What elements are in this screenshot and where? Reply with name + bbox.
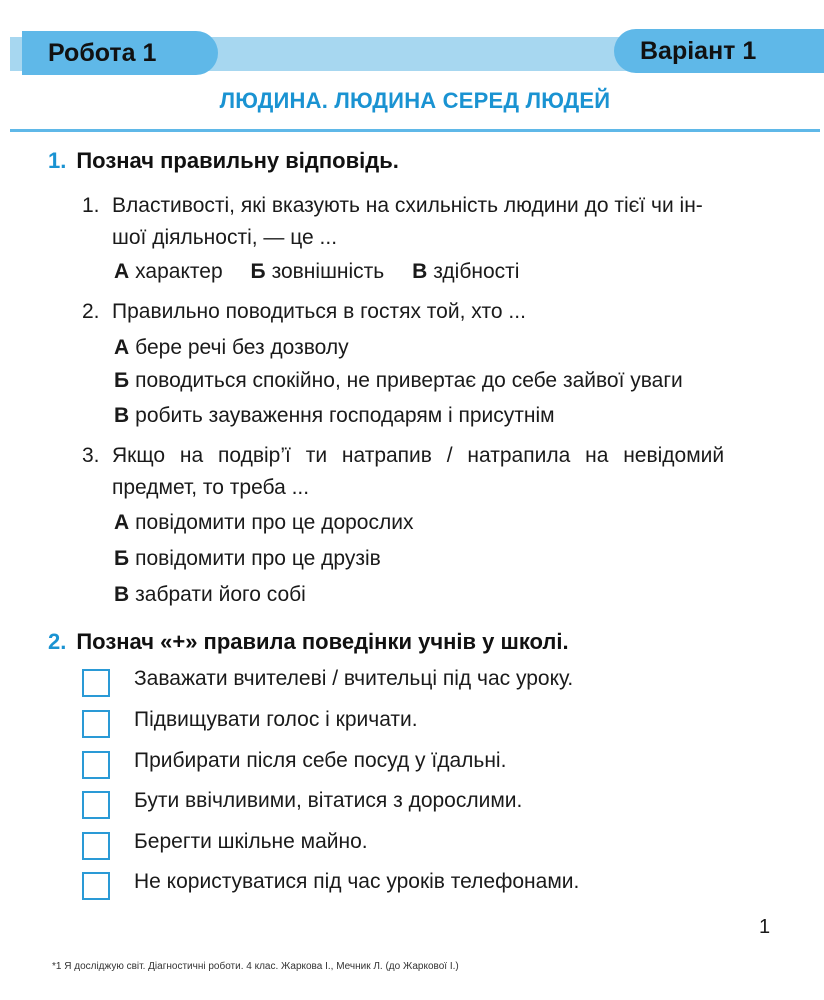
topic-title bbox=[0, 88, 824, 114]
q1-option-b-letter: Б bbox=[250, 260, 266, 283]
question-3 bbox=[82, 440, 772, 504]
q3-option-c: забрати його собі bbox=[135, 583, 306, 606]
question-1-line1: Властивості, які вказують на схильність людини до тієї чи ін- bbox=[112, 194, 703, 217]
task1-number: 1. bbox=[48, 148, 67, 173]
topic-text: ЛЮДИНА. ЛЮДИНА СЕРЕД ЛЮДЕЙ bbox=[219, 88, 611, 113]
checkbox[interactable] bbox=[82, 710, 110, 738]
checkbox[interactable] bbox=[82, 832, 110, 860]
q3-option-b-row[interactable] bbox=[114, 547, 381, 571]
q2-option-b-row[interactable] bbox=[114, 369, 683, 393]
q3-option-a: повідомити про це дорослих bbox=[135, 511, 414, 534]
checkbox[interactable] bbox=[82, 751, 110, 779]
question-1-options bbox=[114, 260, 519, 284]
checklist-item-label: Берегти шкільне майно. bbox=[134, 830, 368, 853]
checkbox[interactable] bbox=[82, 669, 110, 697]
q2-option-a-row[interactable] bbox=[114, 336, 349, 360]
q2-option-b-letter: Б bbox=[114, 369, 130, 392]
question-3-number: 3. bbox=[82, 444, 100, 467]
q3-option-c-row[interactable] bbox=[114, 583, 306, 607]
checklist-item-label: Підвищувати голос і кричати. bbox=[134, 708, 418, 731]
checkbox[interactable] bbox=[82, 791, 110, 819]
question-3-line2: предмет, то треба ... bbox=[112, 476, 310, 499]
header-divider bbox=[10, 129, 820, 132]
checklist-item-label: Бути ввічливими, вітатися з дорослими. bbox=[134, 789, 523, 812]
q2-option-a: бере речі без дозволу bbox=[135, 336, 349, 359]
q3-option-b: повідомити про це друзів bbox=[135, 547, 381, 570]
question-2 bbox=[82, 296, 772, 328]
q1-option-b[interactable]: зовнішність bbox=[271, 260, 385, 283]
task2-title: Познач «+» правила поведінки учнів у школі. bbox=[76, 629, 569, 654]
q3-option-a-row[interactable] bbox=[114, 511, 413, 535]
q2-option-c-letter: В bbox=[114, 404, 130, 427]
q3-option-a-letter: А bbox=[114, 511, 130, 534]
q1-option-a[interactable]: характер bbox=[135, 260, 223, 283]
checklist-item-label: Не користуватися під час уроків телефонами. bbox=[134, 870, 580, 893]
question-1-line2: шої діяльності, — це ... bbox=[112, 226, 338, 249]
checklist-item-label: Заважати вчителеві / вчительці під час уроку. bbox=[134, 667, 574, 690]
variant-label: Варіант 1 bbox=[614, 29, 824, 73]
page-number: 1 bbox=[759, 916, 771, 938]
question-2-number: 2. bbox=[82, 300, 100, 323]
q3-option-c-letter: В bbox=[114, 583, 130, 606]
q2-option-b: поводиться спокійно, не привертає до себе зайвої уваги bbox=[135, 369, 683, 392]
q1-option-a-letter: А bbox=[114, 260, 130, 283]
question-3-line1: Якщо на подвір’ї ти натрапив / натрапила на невідомий bbox=[112, 444, 725, 467]
q2-option-c-row[interactable] bbox=[114, 404, 555, 428]
q3-option-b-letter: Б bbox=[114, 547, 130, 570]
q1-option-c[interactable]: здібності bbox=[433, 260, 520, 283]
work-label: Робота 1 bbox=[22, 31, 218, 75]
question-1 bbox=[82, 190, 772, 254]
q1-option-c-letter: В bbox=[412, 260, 428, 283]
checkbox[interactable] bbox=[82, 872, 110, 900]
footnote: *1 Я досліджую світ. Діагностичні роботи. 4 клас. Жаркова І., Мечник Л. (до Жаркової І.) bbox=[52, 961, 459, 972]
q2-option-c: робить зауваження господарям і присутнім bbox=[135, 404, 555, 427]
checklist-item-label: Прибирати після себе посуд у їдальні. bbox=[134, 749, 507, 772]
q2-option-a-letter: А bbox=[114, 336, 130, 359]
task1-heading bbox=[48, 148, 399, 174]
question-2-line1: Правильно поводиться в гостях той, хто ... bbox=[112, 300, 526, 323]
task1-title: Познач правильну відповідь. bbox=[76, 148, 399, 173]
task2-heading bbox=[48, 629, 569, 655]
question-1-number: 1. bbox=[82, 194, 100, 217]
task2-number: 2. bbox=[48, 629, 67, 654]
